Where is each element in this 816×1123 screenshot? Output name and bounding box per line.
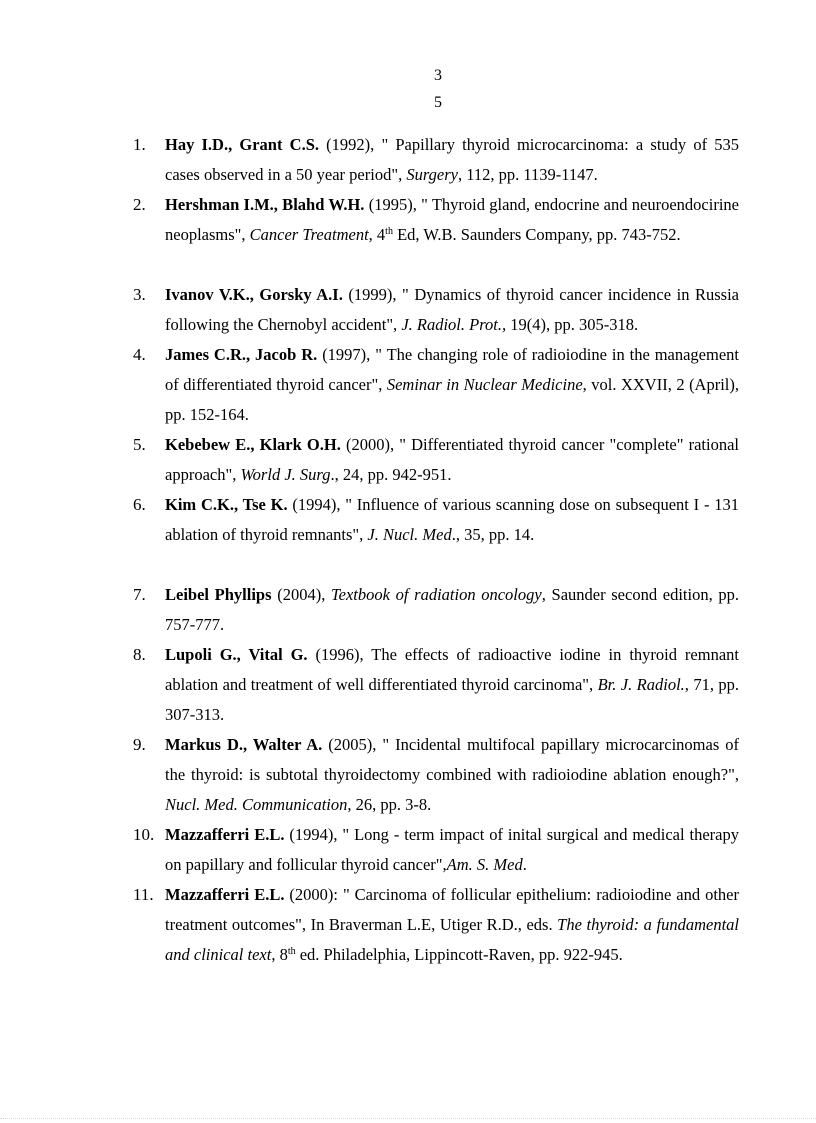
reference-details: . [522,855,527,874]
page-bottom-edge [0,1118,816,1119]
reference-authors: Mazzafferri E.L. [165,885,285,904]
reference-text [165,820,739,880]
reference-text [165,640,739,730]
reference-body: (2000), " Differentiated thyroid cancer "complete" rational approach", [165,435,739,484]
reference-number: 7. [133,585,146,604]
reference-text [165,430,739,490]
reference-details-cont: ed. Philadelphia, Lippincott-Raven, pp. 922-945. [295,945,623,964]
edition-superscript: th [385,226,393,237]
reference-authors: Leibel Phyllips [165,585,272,604]
reference-details: , vol. XXVII, 2 (April), pp. 152-164. [165,375,740,424]
reference-details: , 8 [271,945,288,964]
reference-authors: Kim C.K., Tse K. [165,495,288,514]
reference-body: (1996), The effects of radioactive iodine in thyroid remnant ablation and treatment of well differentiated thyroid carcinoma", [165,645,739,694]
reference-journal: Nucl. Med. Communication [165,795,348,814]
reference-text [165,190,739,250]
reference-journal: Surgery [406,165,458,184]
page-number-line-2: 5 [434,94,442,111]
reference-details: , 71, pp. 307-313. [165,675,739,724]
reference-body: (2005), " Incidental multifocal papillary microcarcinomas of the thyroid: is subtotal thyroidectomy combined with radioiodine ablation enough?", [165,735,740,784]
reference-text [165,280,739,340]
reference-number: 6. [133,495,146,514]
reference-body: (1997), " The changing role of radioiodine in the management of differentiated thyroid cancer", [165,345,739,394]
reference-text [165,880,739,970]
reference-body: (1992), " Papillary thyroid microcarcinoma: a study of 535 cases observed in a 50 year period", [165,135,740,184]
reference-journal: Am. S. Med [446,855,523,874]
reference-journal: Textbook of radiation oncology [331,585,542,604]
reference-number: 4. [133,345,146,364]
reference-details: ., 24, pp. 942-951. [330,465,452,484]
reference-details: ., 35, pp. 14. [451,525,535,544]
reference-authors: Kebebew E., Klark O.H. [165,435,341,454]
reference-details: 19(4), pp. 305-318. [506,315,639,334]
reference-body: (2000): " Carcinoma of follicular epithelium: radioiodine and other treatment outcomes", In Braverman L.E, Utiger R.D., eds. [165,885,739,934]
reference-details: , Saunder second edition, pp. 757-777. [165,585,739,634]
reference-text [165,580,739,640]
reference-journal: World J. Surg [240,465,331,484]
reference-authors: Mazzafferri E.L. [165,825,285,844]
reference-text [165,340,739,430]
reference-journal: Br. J. Radiol. [597,675,685,694]
reference-authors: Hershman I.M., Blahd W.H. [165,195,365,214]
reference-details: , 112, pp. 1139-1147. [457,165,598,184]
reference-journal: The thyroid: a fundamental and clinical text [165,915,739,964]
reference-number: 3. [133,285,146,304]
reference-journal: Seminar in Nuclear Medicine [386,375,583,394]
reference-text [165,730,739,820]
reference-number: 10. [133,825,155,844]
reference-number: 9. [133,735,146,754]
reference-authors: Ivanov V.K., Gorsky A.I. [165,285,343,304]
edition-superscript: th [287,946,296,957]
reference-authors: Markus D., Walter A. [165,735,323,754]
reference-number: 2. [133,195,146,214]
reference-details-cont: Ed, W.B. Saunders Company, pp. 743-752. [392,225,681,244]
reference-text [165,490,739,550]
reference-journal: J. Nucl. Med [367,525,452,544]
reference-authors: Hay I.D., Grant C.S. [165,135,319,154]
reference-journal: Cancer Treatment [249,225,369,244]
reference-body: (1995), " Thyroid gland, endocrine and neuroendocirine neoplasms", [165,195,739,244]
reference-authors: Lupoli G., Vital G. [165,645,308,664]
reference-body: (1994), " Long - term impact of inital surgical and medical therapy on papillary and follicular thyroid cancer", [165,825,739,874]
reference-number: 1. [133,135,146,154]
reference-journal: J. Radiol. Prot., [401,315,507,334]
reference-number: 8. [133,645,146,664]
reference-details: , 4 [368,225,386,244]
reference-text [165,130,739,190]
page-number-line-1: 3 [434,67,442,84]
reference-body: (1994), " Influence of various scanning dose on subsequent I - 131 ablation of thyroid remnants", [165,495,740,544]
reference-number: 11. [133,885,154,904]
reference-details: , 26, pp. 3-8. [347,795,432,814]
reference-body: (2004), [271,585,331,604]
reference-number: 5. [133,435,146,454]
reference-body: (1999), " Dynamics of thyroid cancer incidence in Russia following the Chernobyl accident", [165,285,739,334]
reference-authors: James C.R., Jacob R. [165,345,318,364]
